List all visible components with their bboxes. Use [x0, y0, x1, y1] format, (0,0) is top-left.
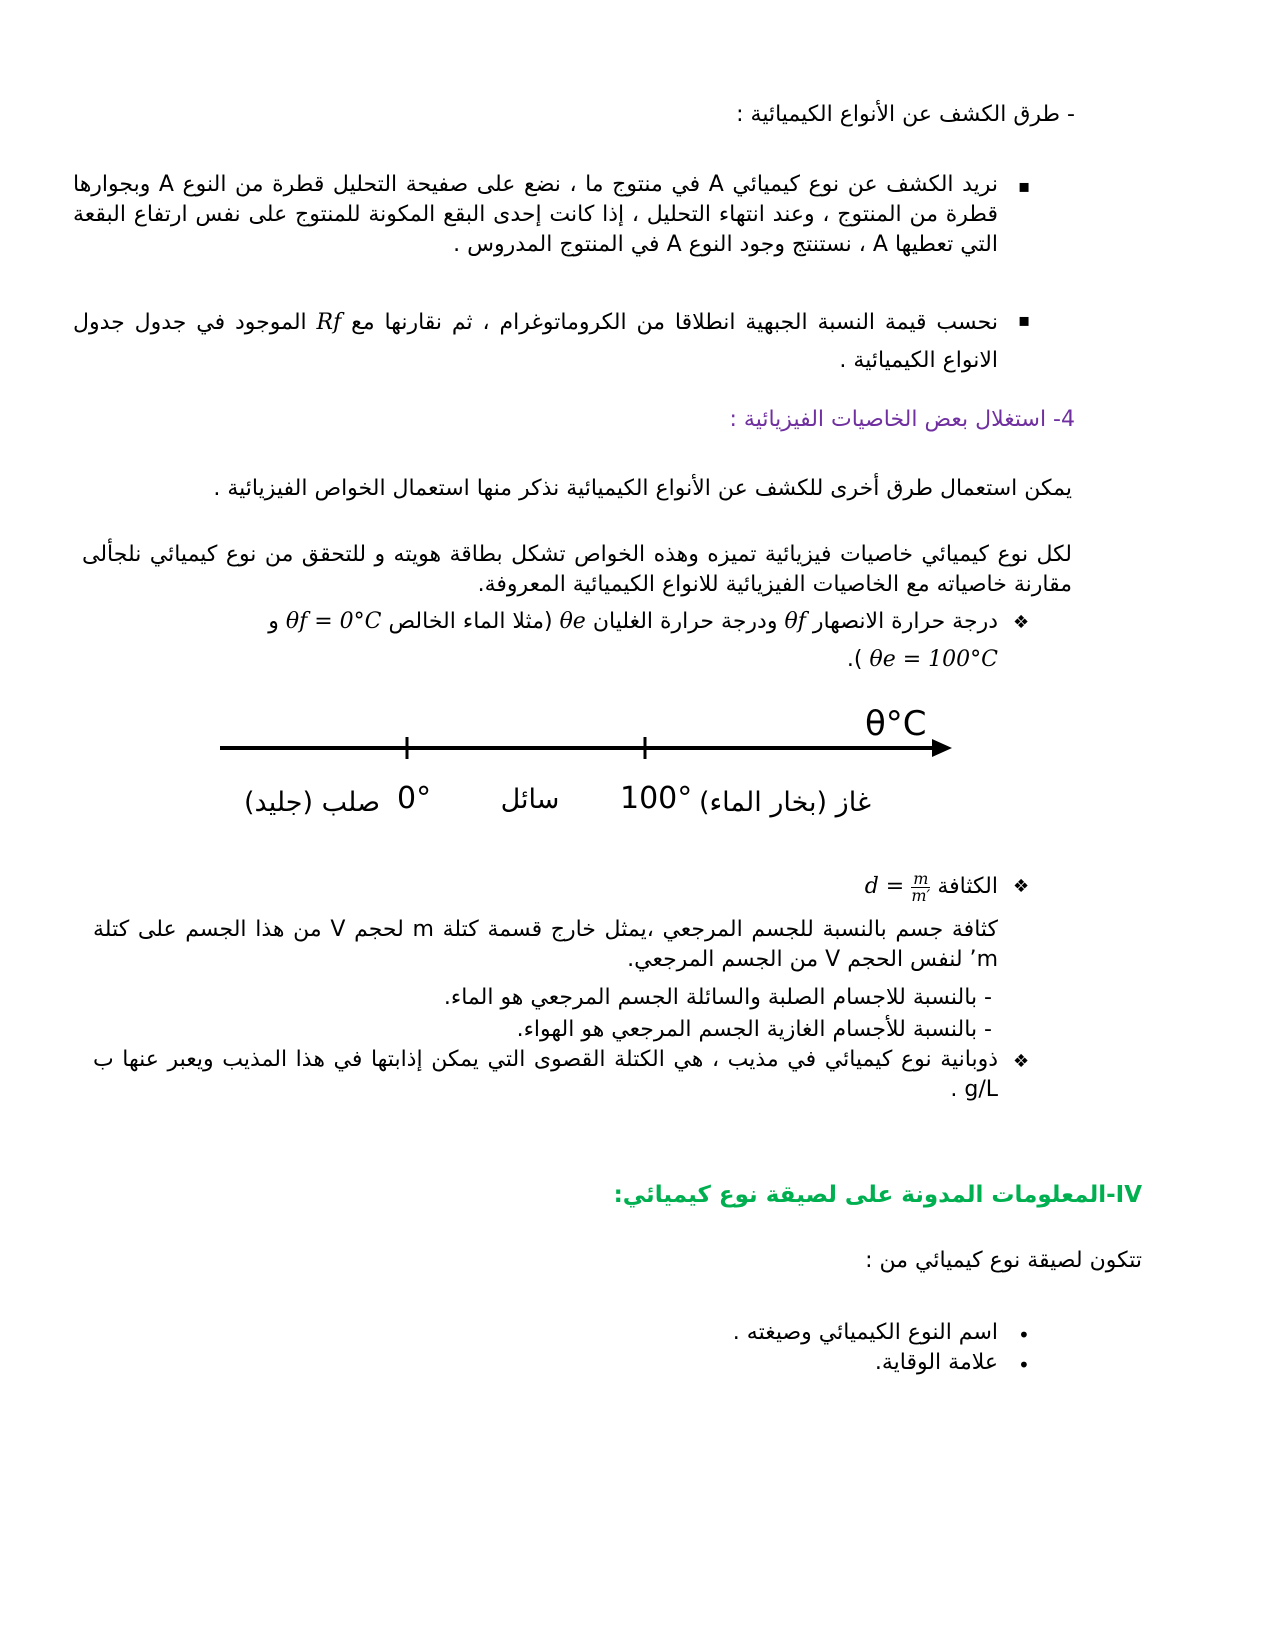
theta-e-symbol: θe — [559, 609, 586, 634]
and-word: و — [268, 609, 279, 634]
rf-symbol: Rf — [316, 310, 342, 335]
physical-heading: 4- استغلال بعض الخاصيات الفيزيائية : — [729, 407, 1075, 432]
tick-0-label: 0° — [397, 781, 432, 816]
label-intro: تتكون لصيقة نوع كيميائي من : — [865, 1248, 1142, 1273]
round-bullet-icon: • — [1018, 1323, 1030, 1347]
density-fraction — [911, 868, 931, 905]
item2-text-after: الموجود في جدول جدول الانواع الكيميائية . — [73, 310, 998, 373]
detection-item-1: نريد الكشف عن نوع كيميائي A في منتوج ما ، نضع على صفيحة التحليل قطرة من النوع A وبجوارها قطرة من المنتوج ، وعند انتهاء التحليل ، إذا كانت إحدى البقع المكونة للمنتوج على نفس ارتفاع البقعة التي تعطيها A ، نستنتج وجود النوع A في المنتوج المدروس . — [73, 172, 998, 257]
item2-text-before: نحسب قيمة النسبة الجبهية انطلاقا من الكروماتوغرام ، ثم نقارنها مع — [351, 310, 998, 335]
pure-water-example: (مثلا الماء الخالص — [388, 609, 553, 634]
round-bullet-icon: • — [1018, 1353, 1030, 1377]
density-formula — [864, 868, 931, 905]
reference-gas: - بالنسبة للأجسام الغازية الجسم المرجعي هو الهواء. — [516, 1017, 992, 1042]
diamond-bullet-icon: ❖ — [1013, 876, 1030, 897]
physical-para-1: يمكن استعمال طرق أخرى للكشف عن الأنواع الكيميائية نذكر منها استعمال الخواص الفيزيائية . — [213, 476, 1072, 501]
axis-arrowhead — [932, 739, 952, 757]
temperature-line-1 — [98, 607, 998, 637]
tick-100-label: 100° — [620, 781, 693, 816]
state-axis-diagram — [220, 695, 980, 840]
close-paren: ). — [846, 647, 863, 672]
density-label: الكثافة — [937, 874, 998, 899]
label-item-2: علامة الوقاية. — [874, 1350, 998, 1375]
density-denominator: m′ — [911, 885, 931, 905]
theta-f-symbol: θf — [784, 609, 806, 634]
diamond-bullet-icon: ❖ — [1013, 612, 1030, 633]
solubility-paragraph: ذوبانية نوع كيميائي في مذيب ، هي الكتلة القصوى التي يمكن إذابتها في هذا المذيب ويعبر عنها ب g/L . — [93, 1047, 998, 1102]
boiling-label: ودرجة حرارة الغليان — [592, 609, 778, 634]
detection-heading: - طرق الكشف عن الأنواع الكيميائية : — [736, 102, 1075, 127]
solid-state-label: صلب (جليد) — [244, 787, 380, 818]
melting-equation: θf = 0°C — [285, 609, 382, 634]
melting-label: درجة حرارة الانصهار — [812, 609, 998, 634]
boiling-equation: θe = 100°C — [869, 647, 998, 672]
detection-item-2 — [73, 304, 998, 380]
physical-para-2: لكل نوع كيميائي خاصيات فيزيائية تميزه وهذه الخواص تشكل بطاقة هويته و للتحقق من نوع كيميائي نلجألى مقارنة خاصياته مع الخاصيات الفيزيائية للانواع الكيميائية المعروفة. — [82, 542, 1072, 597]
density-d: d = — [864, 874, 905, 899]
reference-solid-liquid: - بالنسبة للاجسام الصلبة والسائلة الجسم المرجعي هو الماء. — [443, 985, 992, 1010]
square-bullet-icon: ▪ — [1018, 176, 1031, 197]
liquid-state-label: سائل — [500, 784, 560, 815]
density-line — [598, 868, 998, 906]
axis-label: θ°C — [865, 704, 927, 744]
square-bullet-icon: ▪ — [1018, 310, 1031, 331]
gas-state-label: غاز (بخار الماء) — [698, 787, 872, 818]
label-item-1: اسم النوع الكيميائي وصيغته . — [732, 1320, 998, 1345]
temperature-line-2 — [598, 645, 998, 675]
label-heading: IV-المعلومات المدونة على لصيقة نوع كيميائي: — [613, 1182, 1142, 1208]
density-numerator: m — [913, 868, 929, 888]
diamond-bullet-icon: ❖ — [1013, 1051, 1030, 1072]
density-paragraph: كثافة جسم بالنسبة للجسم المرجعي ،يمثل خارج قسمة كتلة m لحجم V من هذا الجسم على كتلة m’ لنفس الحجم V من الجسم المرجعي. — [93, 917, 999, 972]
